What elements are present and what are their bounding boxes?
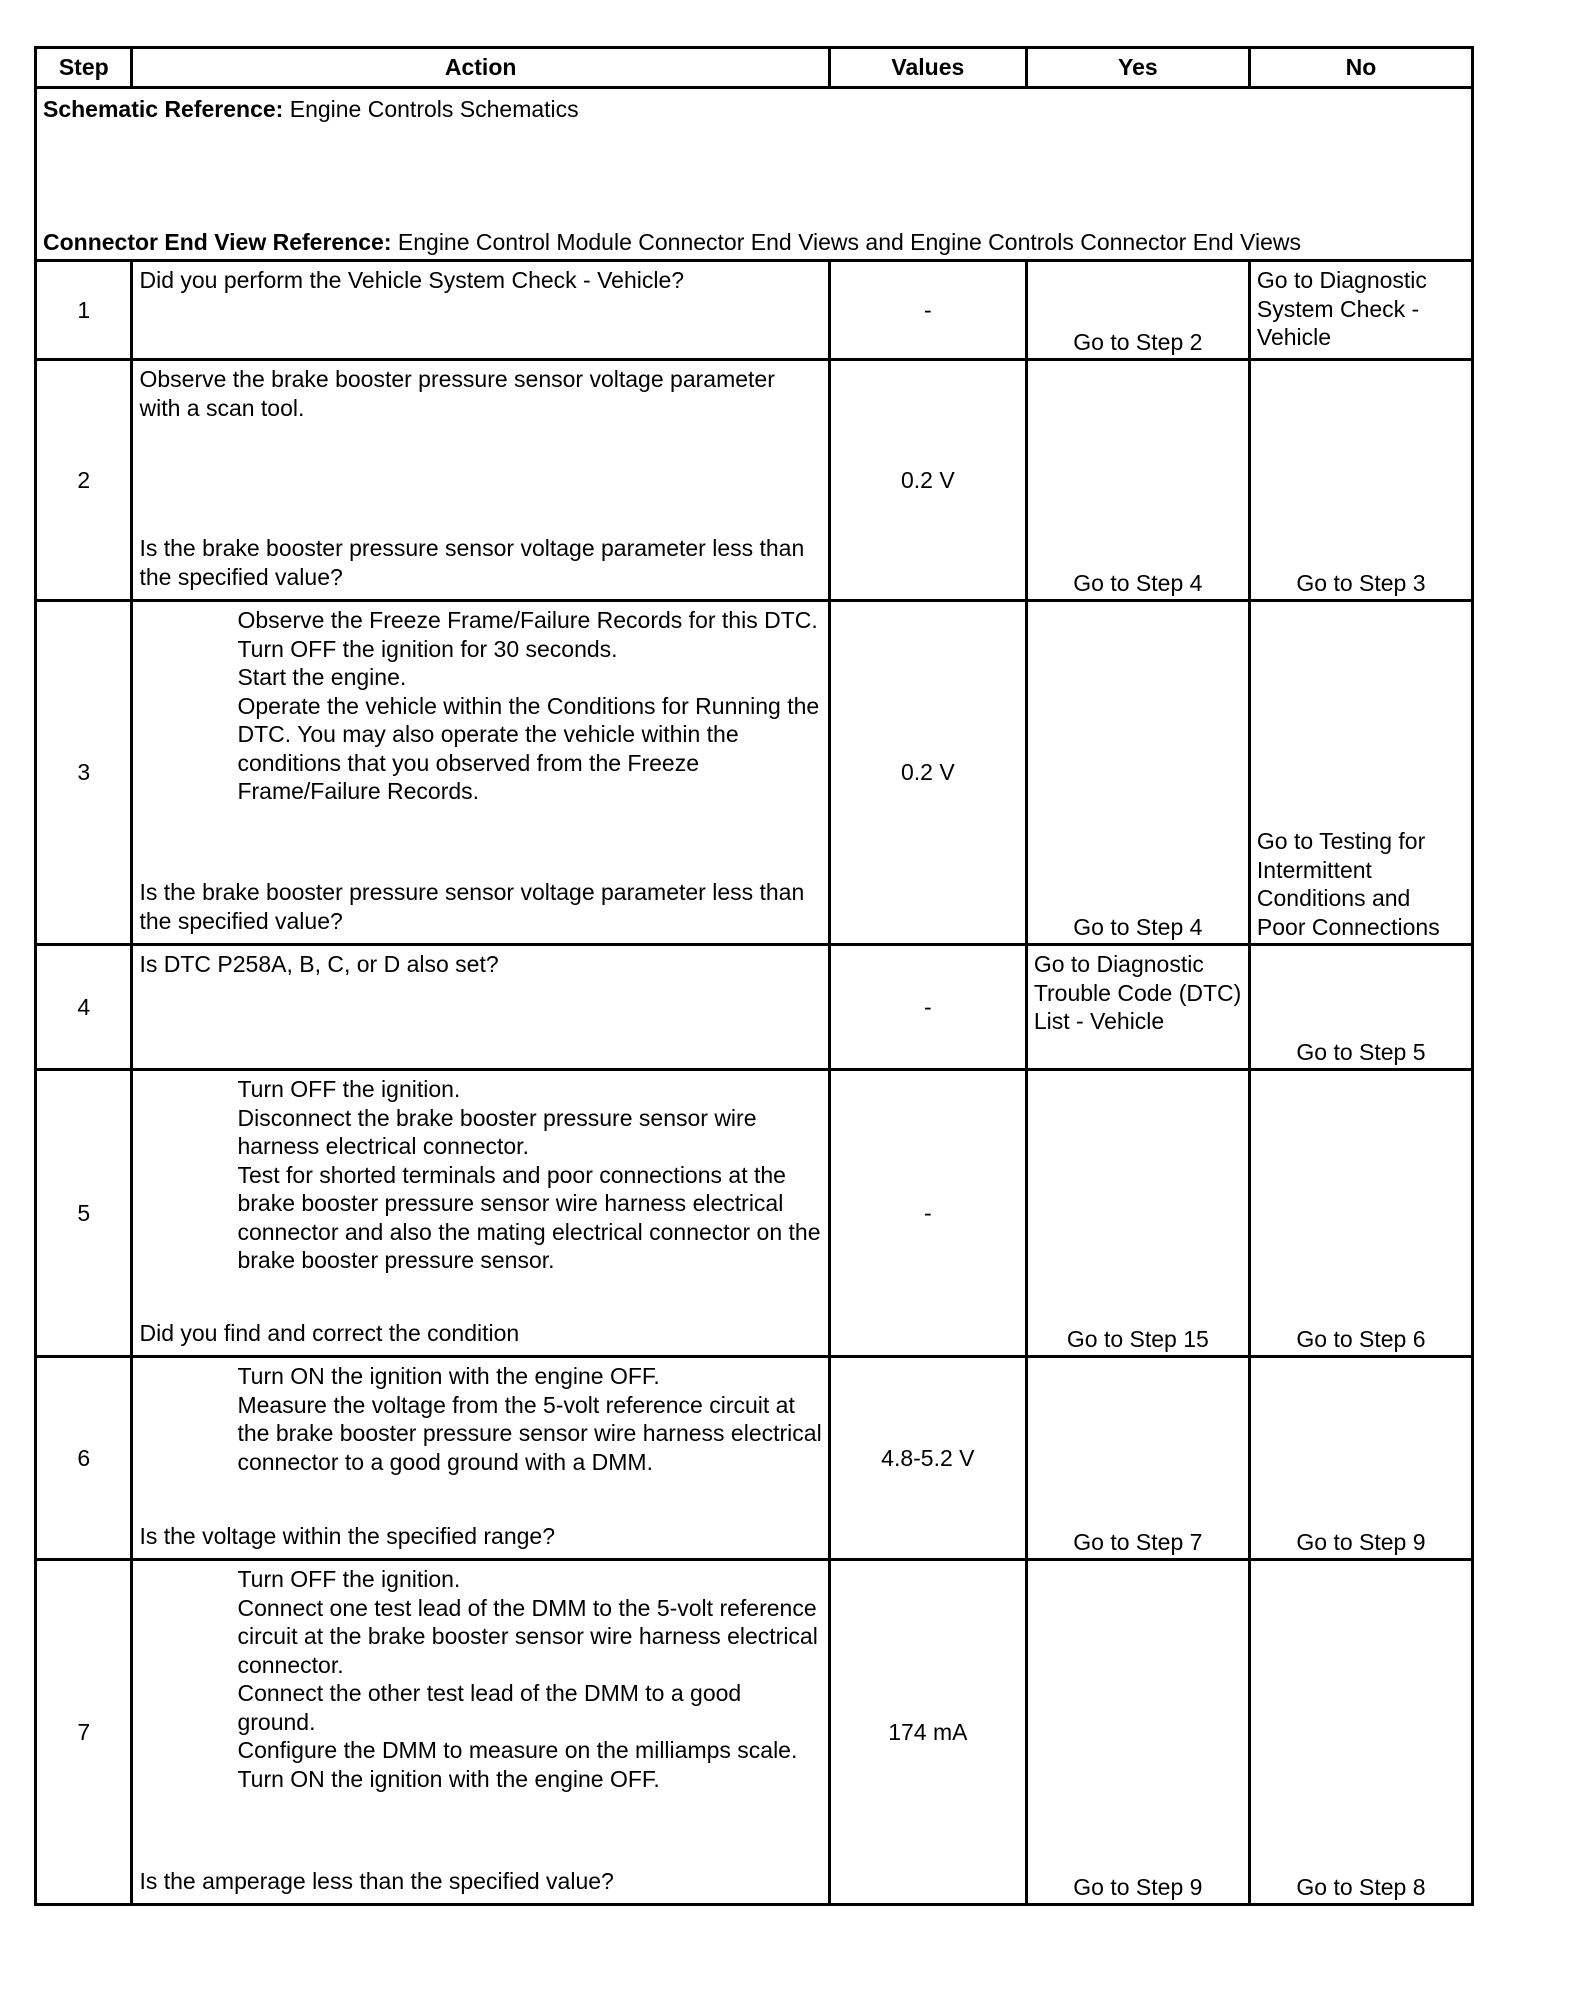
no-line: Poor Connections	[1256, 913, 1440, 940]
header-step: Step	[36, 48, 132, 88]
value-cell: -	[829, 261, 1026, 360]
action-cell	[132, 1070, 829, 1357]
header-no: No	[1249, 48, 1472, 88]
value-cell: 4.8-5.2 V	[829, 1357, 1026, 1560]
table-row	[36, 945, 1473, 1070]
step-number: 3	[36, 601, 132, 945]
action-item: Disconnect the brake booster pressure sensor wire harness electrical connector.	[237, 1104, 757, 1159]
diagnostic-table	[34, 46, 1474, 1906]
schematic-reference-label: Schematic Reference:	[43, 96, 284, 122]
action-question: Is the brake booster pressure sensor voltage parameter less than the specified value?	[139, 879, 805, 934]
action-intro: Observe the brake booster pressure sensor voltage parameter with a scan tool.	[139, 366, 775, 421]
schematic-reference	[43, 95, 579, 124]
table-row	[36, 360, 1473, 601]
action-item: Connect the other test lead of the DMM to a good ground.	[237, 1680, 742, 1735]
action-item: Observe the Freeze Frame/Failure Records for this DTC.	[237, 607, 818, 633]
action-item: Test for shorted terminals and poor connections at the brake booster pressure sensor wire harness electrical connector and also the mating electrical connector on the brake booster pressure sensor.	[237, 1161, 821, 1273]
header-yes: Yes	[1026, 48, 1249, 88]
step-number: 2	[36, 360, 132, 601]
action-item: Configure the DMM to measure on the milliamps scale.	[237, 1737, 798, 1763]
connector-reference-label: Connector End View Reference:	[43, 228, 392, 255]
yes-cell: Go to Step 2	[1026, 261, 1249, 360]
yes-cell: Go to Step 4	[1026, 601, 1249, 945]
value-cell: -	[829, 1070, 1026, 1357]
action-item: Turn ON the ignition with the engine OFF.	[237, 1363, 660, 1389]
value-cell: -	[829, 945, 1026, 1070]
action-cell	[132, 1560, 829, 1905]
step-number: 1	[36, 261, 132, 360]
no-line: Go to Diagnostic	[1256, 267, 1427, 293]
table-row	[36, 1070, 1473, 1357]
table-row	[36, 261, 1473, 360]
action-cell	[132, 945, 829, 1070]
action-list	[139, 606, 821, 806]
diagnostic-table-sheet	[34, 46, 1474, 1906]
action-question: Is the amperage less than the specified value?	[139, 1867, 614, 1894]
action-item: Turn OFF the ignition.	[237, 1076, 461, 1102]
yes-cell: Go to Step 15	[1026, 1070, 1249, 1357]
step-number: 6	[36, 1357, 132, 1560]
action-question: Is the brake booster pressure sensor voltage parameter less than the specified value?	[139, 535, 805, 590]
no-line: Go to Testing for	[1256, 828, 1426, 854]
no-cell: Go to Step 6	[1249, 1070, 1472, 1357]
action-item: Measure the voltage from the 5-volt reference circuit at the brake booster pressure sensor wire harness electrical connector to a good ground with a DMM.	[237, 1391, 822, 1475]
action-list	[139, 1565, 821, 1793]
no-cell: Go to Step 8	[1249, 1560, 1472, 1905]
connector-reference	[43, 228, 1301, 257]
no-line: Conditions and	[1256, 885, 1411, 911]
yes-cell: Go to Step 9	[1026, 1560, 1249, 1905]
action-cell	[132, 1357, 829, 1560]
action-item: Turn OFF the ignition.	[237, 1566, 461, 1592]
no-cell: Go to Step 5	[1249, 945, 1472, 1070]
reference-row	[36, 88, 1473, 261]
action-item: Start the engine.	[237, 664, 407, 690]
no-line: System Check -	[1256, 295, 1420, 322]
no-cell	[1249, 261, 1472, 360]
header-action: Action	[132, 48, 829, 88]
no-cell: Go to Step 9	[1249, 1357, 1472, 1560]
step-number: 5	[36, 1070, 132, 1357]
yes-cell: Go to Diagnostic Trouble Code (DTC) List - Vehicle	[1026, 945, 1249, 1070]
action-question: Did you find and correct the condition	[139, 1319, 520, 1346]
yes-cell: Go to Step 4	[1026, 360, 1249, 601]
step-number: 7	[36, 1560, 132, 1905]
action-intro: Did you perform the Vehicle System Check - Vehicle?	[139, 267, 685, 293]
action-item: Turn OFF the ignition for 30 seconds.	[237, 635, 618, 662]
action-list	[139, 1362, 821, 1476]
no-cell	[1249, 601, 1472, 945]
table-row	[36, 1560, 1473, 1905]
value-cell: 174 mA	[829, 1560, 1026, 1905]
no-line: Vehicle	[1256, 324, 1332, 350]
action-intro: Is DTC P258A, B, C, or D also set?	[139, 951, 499, 977]
reference-cell	[36, 88, 1473, 261]
action-cell	[132, 360, 829, 601]
header-row	[36, 48, 1473, 88]
value-cell: 0.2 V	[829, 360, 1026, 601]
table-row	[36, 601, 1473, 945]
step-number: 4	[36, 945, 132, 1070]
action-question: Is the voltage within the specified range?	[139, 1522, 556, 1549]
action-item: Connect one test lead of the DMM to the 5-volt reference circuit at the brake booster sensor wire harness electrical connector.	[237, 1594, 818, 1678]
header-values: Values	[829, 48, 1026, 88]
action-list	[139, 1075, 821, 1275]
schematic-reference-text: Engine Controls Schematics	[283, 96, 579, 122]
action-item: Operate the vehicle within the Conditions for Running the DTC. You may also operate the vehicle within the conditions that you observed from the Freeze Frame/Failure Records.	[237, 692, 820, 804]
action-cell	[132, 261, 829, 360]
connector-reference-text: Engine Control Module Connector End Views and Engine Controls Connector End Views	[391, 228, 1301, 255]
action-item: Turn ON the ignition with the engine OFF.	[237, 1765, 660, 1792]
value-cell: 0.2 V	[829, 601, 1026, 945]
action-cell	[132, 601, 829, 945]
table-row	[36, 1357, 1473, 1560]
no-line: Intermittent	[1256, 856, 1372, 883]
no-cell: Go to Step 3	[1249, 360, 1472, 601]
yes-cell: Go to Step 7	[1026, 1357, 1249, 1560]
